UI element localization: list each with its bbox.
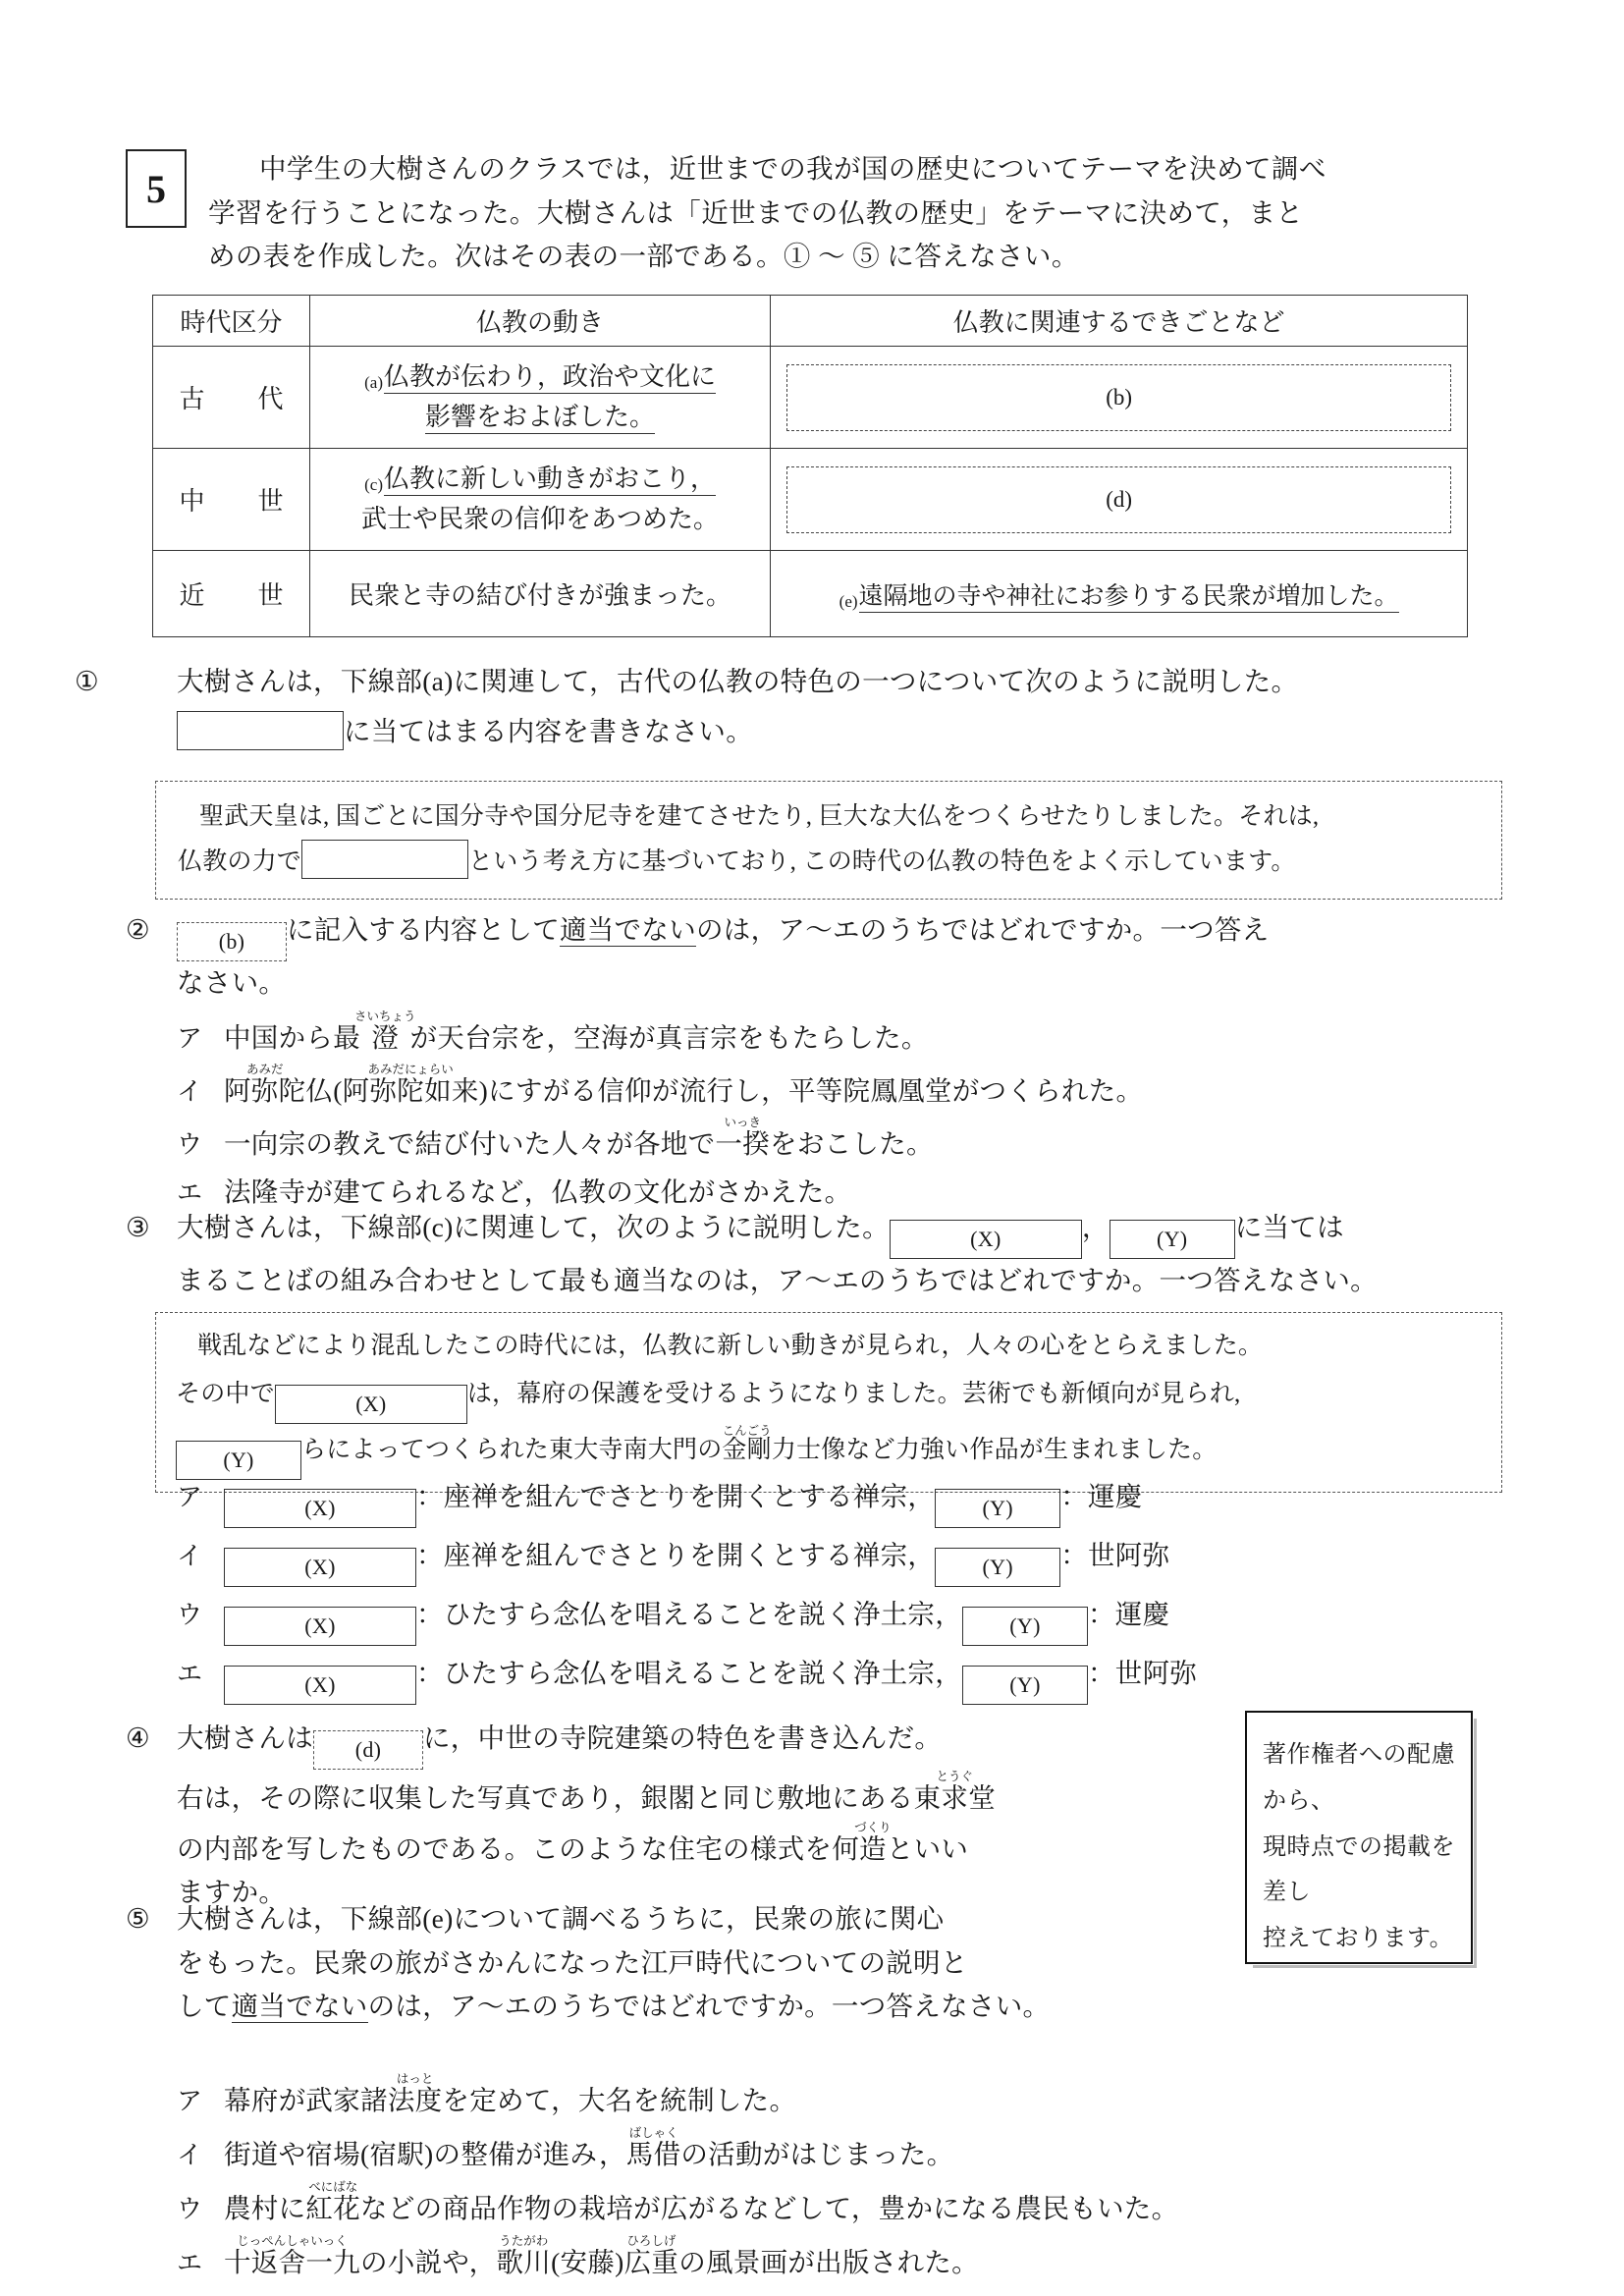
ruby-utagawa: 歌川うたがわ <box>496 2233 552 2277</box>
option-x-text: ：ひたすら念仏を唱えることを説く浄土宗， <box>416 1658 962 1688</box>
table-header-row <box>153 296 1468 347</box>
q2-line-1 <box>126 908 1520 961</box>
q2-line-1-tail: のは，ア〜エのうちではどれですか。一つ答え <box>696 914 1270 945</box>
ruby-kongo: 金剛こんごう <box>722 1423 772 1463</box>
option-y-text: ：運慶 <box>1060 1481 1143 1511</box>
question-2 <box>126 908 1520 1006</box>
q5-line-3a: して <box>177 1991 232 2022</box>
option-text-post: の活動がはじまった。 <box>680 2138 954 2169</box>
q3-comma: ， <box>1081 1212 1110 1242</box>
option-letter: エ <box>177 2247 203 2277</box>
q3-quote-text-2b: は，幕府の保護を受けるようになりました。芸術でも新傾向が見られ, <box>466 1380 1241 1407</box>
ruby-saicho: 澄さいちょう <box>354 1010 416 1053</box>
ruby-amida: 阿弥陀あみだ <box>224 1062 306 1106</box>
event-text: 遠隔地の寺や神社にお参りする民衆が増加した。 <box>859 583 1399 613</box>
cell-events-early-modern <box>771 551 1468 637</box>
option-x-text: ：ひたすら念仏を唱えることを説く浄土宗， <box>416 1599 962 1629</box>
blank-answer-box-b[interactable]: (b) <box>786 364 1451 431</box>
option-text-post: を定めて，大名を統制した。 <box>442 2085 797 2115</box>
ruby-zukuri: 造づくり <box>854 1820 892 1864</box>
q1-quote-line-1 <box>178 795 1480 838</box>
option-text-post: をおこした。 <box>770 1127 934 1159</box>
notice-line-1: 著作権者への配慮から、 <box>1263 1742 1455 1814</box>
option-text-post: などの商品作物の栽培が広がるなどして，豊かになる農民もいた。 <box>360 2192 1179 2223</box>
intro-block <box>126 147 1520 279</box>
ruby-benibana: 紅花べにばな <box>305 2179 361 2223</box>
option-text-mid2: (安藤) <box>551 2246 624 2277</box>
header-events: 仏教に関連するできごとなど <box>771 296 1468 347</box>
q2-line-1-text: に記入する内容として <box>287 914 560 945</box>
q4-marker: ④ <box>126 1722 150 1753</box>
q5-options <box>177 2072 1571 2288</box>
q1-quote-text-2a: 仏教の力で <box>178 848 302 875</box>
q3-options <box>177 1469 1571 1705</box>
movement-line-2: 武士や民衆の信仰をあつめた。 <box>361 504 720 533</box>
option-box-y[interactable]: (Y) <box>935 1548 1060 1587</box>
q2-ref-box-b[interactable]: (b) <box>177 922 287 961</box>
option-letter: イ <box>177 2139 203 2169</box>
ref-mark-e: (e) <box>839 591 858 611</box>
option-letter: エ <box>177 1659 203 1688</box>
q5-option-e[interactable] <box>177 2234 1571 2288</box>
option-letter: ウ <box>177 2193 203 2223</box>
option-box-x[interactable]: (X) <box>224 1666 416 1705</box>
ruby-nyorai: 阿弥陀如来あみだにょらい <box>342 1062 479 1106</box>
ruby-hiroshige: 広重ひろしげ <box>623 2233 679 2277</box>
q1-answer-box[interactable] <box>177 711 344 750</box>
era-label: 古 代 <box>179 385 298 413</box>
q3-quote-text-3a: らによってつくられた東大寺南大門の <box>301 1436 723 1463</box>
option-box-y[interactable]: (Y) <box>935 1489 1060 1528</box>
q2-line-2: なさい。 <box>177 967 287 998</box>
q1-quote-line-2 <box>178 840 1480 883</box>
q3-quote-panel <box>155 1312 1502 1493</box>
q5-option-a[interactable] <box>177 2072 1571 2126</box>
ref-mark-a: (a) <box>364 373 383 393</box>
option-text-mid: 仏( <box>305 1074 343 1106</box>
q3-box-x[interactable]: (X) <box>890 1220 1082 1259</box>
question-1 <box>75 660 1520 753</box>
q2-options <box>177 1010 1551 1217</box>
q3-marker: ③ <box>126 1212 150 1242</box>
q1-text <box>75 660 1520 704</box>
q1-line-1: 大樹さんは，下線部(a)に関連して，古代の仏教の特色の一つについて次のように説明した。 <box>177 666 1299 696</box>
question-3 <box>126 1206 1540 1303</box>
q3-option-u[interactable] <box>177 1587 1571 1646</box>
option-box-x[interactable]: (X) <box>224 1548 416 1587</box>
option-x-text: ：座禅を組んでさとりを開くとする禅宗， <box>416 1540 936 1570</box>
q4-line-2a: 右は，その際に収集した写真であり，銀閣と同じ敷地にある <box>177 1782 914 1813</box>
q4-ref-box-d[interactable]: (d) <box>313 1730 423 1770</box>
cell-era-ancient <box>153 347 310 449</box>
movement-line-2: 影響をおよぼした。 <box>425 403 655 434</box>
q3-quote-text-1: 戦乱などにより混乱したこの時代には，仏教に新しい動きが見られ，人々の心をとらえました。 <box>197 1333 1264 1359</box>
q3-line-1-tail: に当ては <box>1234 1212 1344 1242</box>
movement-line-1: 仏教が伝わり，政治や文化に <box>384 362 716 394</box>
cell-era-early-modern <box>153 551 310 637</box>
option-letter: ア <box>177 2086 203 2115</box>
q4-line-1a: 大樹さんは <box>177 1722 313 1753</box>
question-number-box: 5 <box>126 149 187 228</box>
intro-line-1: 中学生の大樹さんのクラスでは，近世までの我が国の歴史についてテーマを決めて調べ <box>259 153 1326 184</box>
movement-line-1: 仏教に新しい動きがおこり， <box>384 465 716 496</box>
q5-line-1 <box>126 1897 1225 1941</box>
ref-mark-c: (c) <box>364 475 383 495</box>
ruby-hatto: 法度はっと <box>387 2072 443 2115</box>
q3-line-1-text: 大樹さんは，下線部(c)に関連して，次のように説明した。 <box>177 1212 890 1242</box>
q1-line-2-text: に当てはまる内容を書きなさい。 <box>344 715 753 746</box>
q3-box-y[interactable]: (Y) <box>1110 1220 1235 1259</box>
q5-marker: ⑤ <box>126 1903 150 1934</box>
table-row <box>153 551 1468 637</box>
question-5 <box>126 1897 1225 2029</box>
option-x-text: ：座禅を組んでさとりを開くとする禅宗， <box>416 1481 936 1511</box>
q3-option-i[interactable] <box>177 1528 1571 1587</box>
q5-underlined-term: 適当でない <box>231 1991 368 2022</box>
q2-option-u[interactable] <box>177 1116 1551 1169</box>
era-label: 中 世 <box>179 487 298 516</box>
ruby-ikki: 一揆いっき <box>715 1115 771 1159</box>
q5-option-i[interactable] <box>177 2126 1571 2180</box>
q3-option-e[interactable] <box>177 1646 1571 1705</box>
option-letter: ウ <box>177 1128 203 1159</box>
q3-option-a[interactable] <box>177 1469 1571 1528</box>
option-text-post: が天台宗を，空海が真言宗をもたらした。 <box>409 1022 929 1053</box>
option-text-pre: 街道や宿場(宿駅)の整備が進み， <box>224 2138 626 2169</box>
q1-quote-panel <box>155 781 1502 900</box>
intro-line-2: 学習を行うことになった。大樹さんは「近世までの仏教の歴史」をテーマに決めて，まと <box>208 196 1304 228</box>
q3-quote-box-y[interactable]: (Y) <box>176 1441 301 1480</box>
q1-quote-text-2b: という考え方に基づいており, この時代の仏教の特色をよく示しています。 <box>468 848 1296 875</box>
option-text-post: の風景画が出版された。 <box>678 2246 979 2277</box>
q4-line-4: ますか。 <box>177 1877 287 1908</box>
header-movement: 仏教の動き <box>309 296 770 347</box>
header-era: 時代区分 <box>153 296 310 347</box>
q2-option-i[interactable] <box>177 1063 1551 1116</box>
option-letter: イ <box>177 1541 203 1570</box>
q1-marker: ① <box>75 666 99 696</box>
q1-quote-answer-box[interactable] <box>301 840 468 879</box>
option-box-y[interactable]: (Y) <box>962 1666 1088 1705</box>
option-text-pre: 一向宗の教えで結び付いた人々が各地で <box>224 1127 716 1159</box>
option-letter: ア <box>177 1482 203 1511</box>
q3-quote-line-2 <box>176 1371 1482 1424</box>
q5-line-3b: のは，ア〜エのうちではどれですか。一つ答えなさい。 <box>367 1991 1051 2022</box>
q5-line-1-text: 大樹さんは，下線部(e)について調べるうちに，民衆の旅に関心 <box>177 1903 945 1934</box>
q3-quote-box-x[interactable]: (X) <box>275 1385 467 1424</box>
option-text-mid: の小説や， <box>360 2246 497 2277</box>
q2-option-a[interactable] <box>177 1010 1551 1063</box>
ruby-bashaku: 馬借ばしゃく <box>625 2125 681 2169</box>
q2-underlined-term: 適当でない <box>560 914 696 945</box>
option-y-text: ：世阿弥 <box>1060 1540 1170 1570</box>
option-letter: ウ <box>177 1600 203 1629</box>
notice-line-3: 控えております。 <box>1263 1926 1454 1952</box>
q5-line-2: をもった。民衆の旅がさかんになった江戸時代についての説明と <box>177 1946 968 1978</box>
q5-line-3 <box>126 1985 1225 2029</box>
intro-text <box>208 147 1520 279</box>
table-row <box>153 449 1468 551</box>
q4-line-3 <box>126 1821 1206 1872</box>
question-4 <box>126 1717 1206 1915</box>
option-box-y[interactable]: (Y) <box>962 1607 1088 1646</box>
q3-quote-text-2a: その中で <box>176 1380 275 1407</box>
option-y-text: ：世阿弥 <box>1088 1658 1198 1688</box>
ruby-jippensha: 十返舎一九じっぺんしゃいっく <box>224 2233 360 2277</box>
era-label: 近 世 <box>179 581 298 610</box>
table-row <box>153 347 1468 449</box>
option-text-pre: 法隆寺が建てられるなど，仏教の文化がさかえた。 <box>224 1175 852 1207</box>
cell-events-medieval <box>771 449 1468 551</box>
copyright-notice-box <box>1245 1711 1473 1964</box>
cell-movement-early-modern: 民衆と寺の結び付きが強まった。 <box>309 551 770 637</box>
q3-quote-line-1 <box>176 1323 1482 1371</box>
option-box-x[interactable]: (X) <box>224 1489 416 1528</box>
option-text-pre: 農村に <box>224 2192 306 2223</box>
cell-events-ancient <box>771 347 1468 449</box>
q4-line-1 <box>126 1717 1206 1770</box>
cell-movement-ancient <box>309 347 770 449</box>
cell-era-medieval <box>153 449 310 551</box>
option-text-pre: 幕府が武家諸 <box>224 2085 388 2115</box>
buddhism-history-table <box>152 295 1468 637</box>
blank-answer-box-d[interactable]: (d) <box>786 466 1451 533</box>
q3-quote-box <box>155 1312 1502 1493</box>
option-text-pre: 中国から最 <box>224 1022 360 1053</box>
q3-quote-text-3b: 力士像など力強い作品が生まれました。 <box>771 1436 1218 1463</box>
option-text-post: )にすがる信仰が流行し，平等院鳳凰堂がつくられた。 <box>478 1074 1144 1106</box>
q4-line-3a: の内部を写したものである。このような住宅の様式を何 <box>177 1832 859 1864</box>
q4-line-1b: に，中世の寺院建築の特色を書き込んだ。 <box>423 1722 943 1753</box>
q1-quote-box <box>155 781 1502 900</box>
q5-option-u[interactable] <box>177 2180 1571 2234</box>
option-letter: ア <box>177 1023 203 1053</box>
q1-quote-text-1: 聖武天皇は, 国ごとに国分寺や国分尼寺を建てさせたり, 巨大な大仏をつくらせたりしました。それは, <box>199 803 1320 830</box>
option-y-text: ：運慶 <box>1088 1599 1170 1629</box>
cell-movement-medieval <box>309 449 770 551</box>
q4-line-3b: といい <box>886 1832 969 1864</box>
option-box-x[interactable]: (X) <box>224 1607 416 1646</box>
q1-line-2 <box>126 710 1520 754</box>
option-letter: イ <box>177 1075 203 1106</box>
q3-line-1 <box>126 1206 1540 1259</box>
option-letter: エ <box>177 1176 203 1207</box>
notice-line-2: 現時点での掲載を差し <box>1263 1833 1455 1906</box>
q4-line-2 <box>126 1770 1206 1821</box>
ruby-togudo: 東求堂とうぐ <box>913 1770 997 1813</box>
q3-line-2: まることばの組み合わせとして最も適当なのは，ア〜エのうちではどれですか。一つ答えなさい。 <box>177 1265 1378 1295</box>
intro-line-3: めの表を作成した。次はその表の一部である。① 〜 ⑤ に答えなさい。 <box>208 241 1079 272</box>
q2-marker: ② <box>126 914 150 945</box>
